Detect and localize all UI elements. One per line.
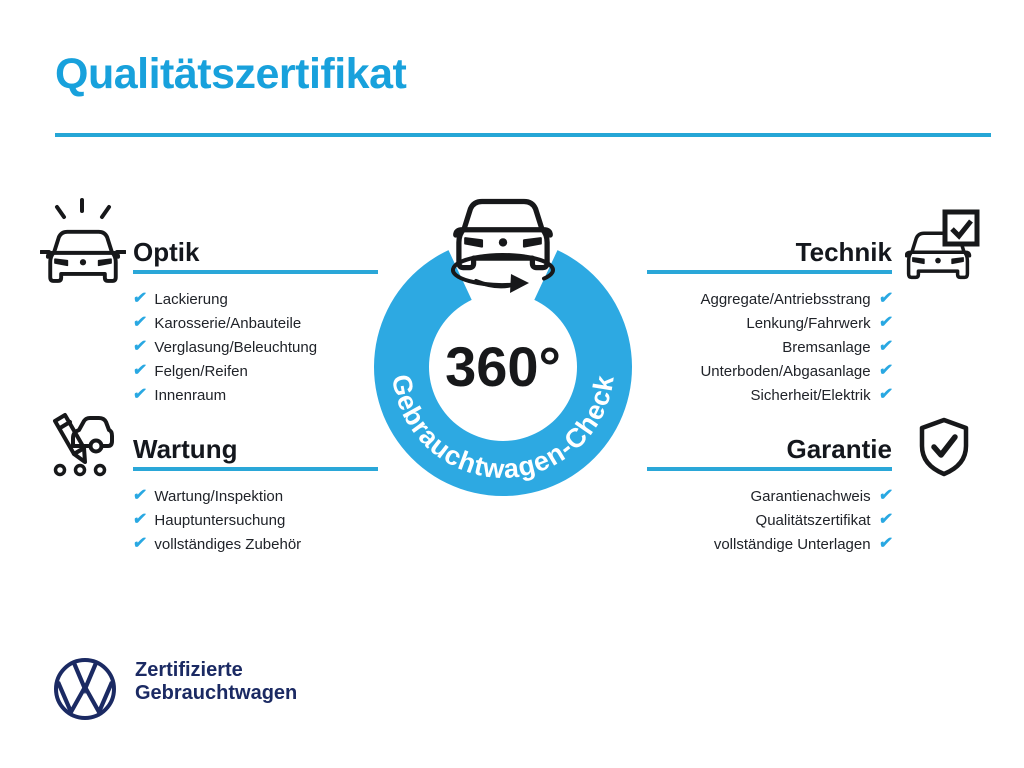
checklist-item-label: Bremsanlage xyxy=(782,338,871,356)
check-icon: ✔ xyxy=(877,290,894,307)
section-technik-title: Technik xyxy=(795,237,892,267)
checklist-item xyxy=(647,335,892,359)
car-rotate-icon xyxy=(453,201,553,293)
check-icon: ✔ xyxy=(131,511,148,528)
checklist-item xyxy=(133,383,378,407)
checklist-item-label: Garantienachweis xyxy=(750,487,871,505)
badge-degree-label: 360° xyxy=(445,335,561,398)
checklist-item-label: Lenkung/Fahrwerk xyxy=(746,314,871,332)
section-wartung xyxy=(133,435,378,556)
checklist-item xyxy=(647,311,892,335)
check-icon: ✔ xyxy=(131,290,148,307)
check-icon: ✔ xyxy=(131,314,148,331)
section-optik xyxy=(133,238,378,407)
checklist-item-label: Karosserie/Anbauteile xyxy=(154,314,302,332)
section-technik-underline xyxy=(647,270,892,274)
checklist-item-label: Verglasung/Beleuchtung xyxy=(154,338,318,356)
check-icon: ✔ xyxy=(131,535,148,552)
section-wartung-underline xyxy=(133,467,378,471)
section-wartung-title: Wartung xyxy=(133,434,238,464)
sparkling-car-icon xyxy=(40,198,126,288)
checklist-item xyxy=(133,484,378,508)
car-checklist-icon xyxy=(905,208,981,284)
service-pencil-car-icon xyxy=(44,408,118,480)
check-icon: ✔ xyxy=(877,338,894,355)
checklist-item-label: vollständiges Zubehör xyxy=(154,535,302,553)
brand-text xyxy=(135,659,297,705)
checklist-item-label: Unterboden/Abgasanlage xyxy=(700,362,871,380)
brand-line2: Gebrauchtwagen xyxy=(135,682,298,704)
shield-check-icon xyxy=(915,416,973,478)
brand-line1: Zertifizierte xyxy=(135,659,243,681)
360-badge xyxy=(338,162,670,506)
checklist-item-label: Lackierung xyxy=(154,290,228,308)
checklist-item xyxy=(647,532,892,556)
check-icon: ✔ xyxy=(131,338,148,355)
checklist-item xyxy=(133,532,378,556)
check-icon: ✔ xyxy=(877,487,894,504)
checklist-item xyxy=(133,359,378,383)
checklist-item-label: vollständige Unterlagen xyxy=(713,535,871,553)
check-icon: ✔ xyxy=(131,386,148,403)
badge-ring-label: Gebrauchtwagen-Check xyxy=(385,372,620,485)
checklist-item xyxy=(133,335,378,359)
section-optik-title: Optik xyxy=(133,237,200,267)
checklist-item xyxy=(133,508,378,532)
check-icon: ✔ xyxy=(877,314,894,331)
checklist-item-label: Aggregate/Antriebsstrang xyxy=(700,290,871,308)
checklist-item-label: Sicherheit/Elektrik xyxy=(750,386,871,404)
vw-logo xyxy=(50,654,120,724)
check-icon: ✔ xyxy=(877,386,894,403)
check-icon: ✔ xyxy=(877,535,894,552)
checklist-item xyxy=(647,484,892,508)
section-optik-underline xyxy=(133,270,378,274)
checklist-item xyxy=(133,311,378,335)
section-garantie-title: Garantie xyxy=(786,434,892,464)
checklist-item-label: Wartung/Inspektion xyxy=(154,487,284,505)
checklist-item-label: Hauptuntersuchung xyxy=(154,511,286,529)
check-icon: ✔ xyxy=(131,487,148,504)
section-garantie xyxy=(647,435,892,556)
section-technik xyxy=(647,238,892,407)
checklist-item xyxy=(647,508,892,532)
checklist-item xyxy=(133,287,378,311)
page-title: Qualitätszertifikat xyxy=(55,50,407,98)
check-icon: ✔ xyxy=(131,362,148,379)
section-garantie-underline xyxy=(647,467,892,471)
check-icon: ✔ xyxy=(877,511,894,528)
checklist-item-label: Innenraum xyxy=(154,386,227,404)
checklist-item-label: Qualitätszertifikat xyxy=(755,511,871,529)
check-icon: ✔ xyxy=(877,362,894,379)
title-divider xyxy=(55,133,991,137)
checklist-item-label: Felgen/Reifen xyxy=(154,362,248,380)
checklist-item xyxy=(647,359,892,383)
checklist-item xyxy=(647,287,892,311)
checklist-item xyxy=(647,383,892,407)
